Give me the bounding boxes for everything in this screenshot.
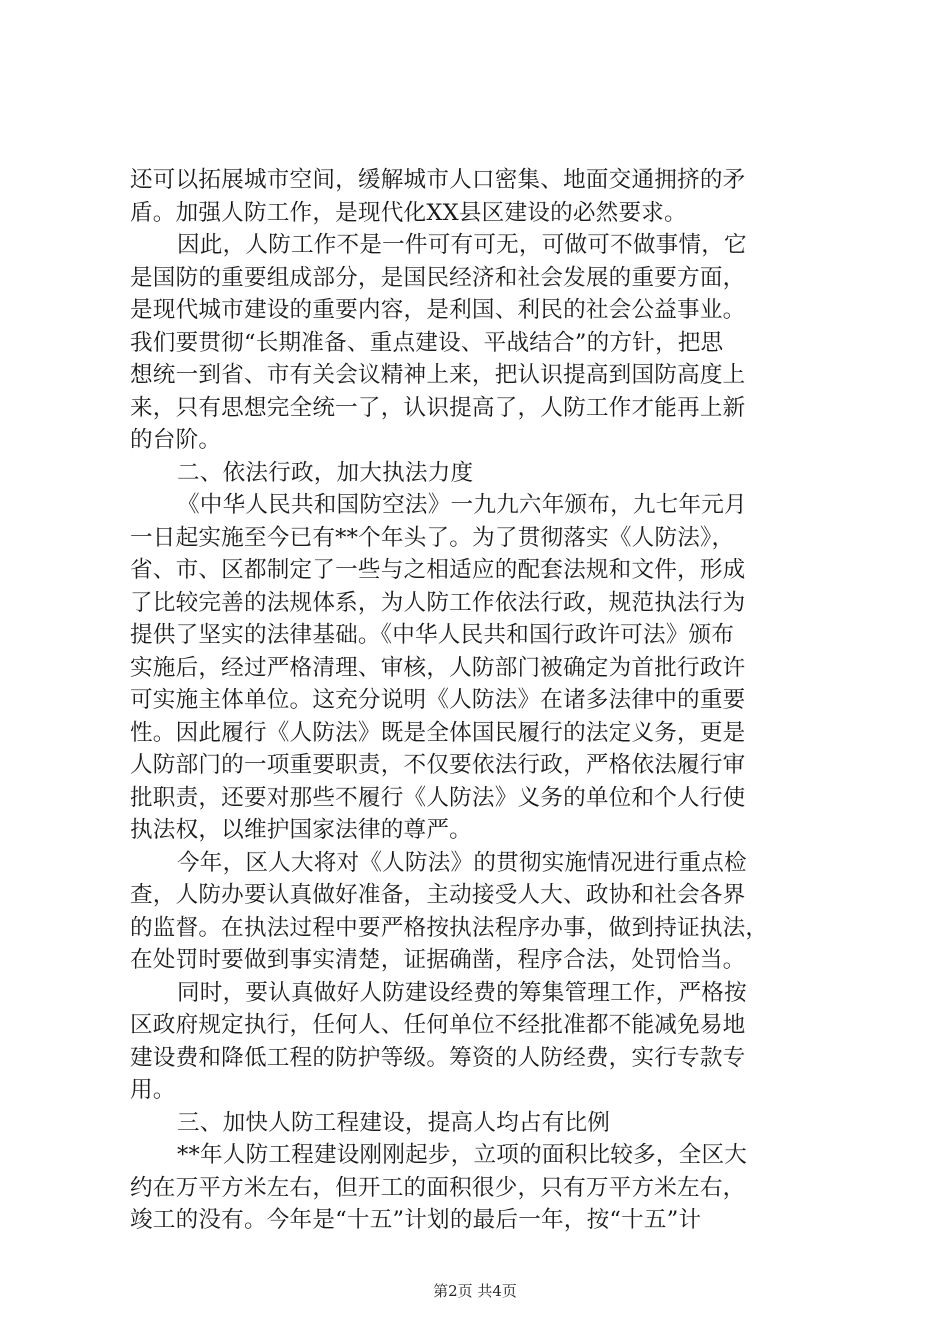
text-line: 批职责，还要对那些不履行《人防法》义务的单位和个人行使 <box>130 784 746 811</box>
text-line: 竣工的没有。今年是“十五”计划的最后一年，按“十五”计 <box>130 1207 702 1233</box>
text-line: 用。 <box>130 1077 176 1103</box>
text-line: 区政府规定执行，任何人、任何单位不经批准都不能减免易地 <box>130 1012 746 1038</box>
text-line: 三、加快人防工程建设，提高人均占有比例 <box>177 1109 611 1136</box>
text-line: 省、市、区都制定了一些与之相适应的配套法规和文件，形成 <box>130 557 746 583</box>
text-line: 实施后，经过严格清理、审核，人防部门被确定为首批行政许 <box>130 654 746 681</box>
text-line: 是国防的重要组成部分，是国民经济和社会发展的重要方面， <box>130 264 746 291</box>
text-line: 盾。加强人防工作，是现代化XX县区建设的必然要求。 <box>130 199 687 226</box>
text-line: 提供了坚实的法律基础。《中华人民共和国行政许可法》颁布 <box>130 622 735 648</box>
text-line: 在处罚时要做到事实清楚，证据确凿，程序合法，处罚恰当。 <box>130 947 746 973</box>
text-line: 的台阶。 <box>130 427 222 453</box>
text-line: 是现代城市建设的重要内容，是利国、利民的社会公益事业。 <box>130 297 746 323</box>
text-line: 《中华人民共和国防空法》一九九六年颁布，九七年元月 <box>177 492 747 518</box>
text-line: 人防部门的一项重要职责，不仅要依法行政，严格依法履行审 <box>130 752 746 778</box>
page-footer: 第2页 共4页 <box>433 1282 517 1300</box>
text-line: 同时，要认真做好人防建设经费的筹集管理工作，严格按 <box>177 979 747 1006</box>
text-line: 二、依法行政，加大执法力度 <box>177 459 474 486</box>
text-line: 可实施主体单位。这充分说明《人防法》在诸多法律中的重要 <box>130 687 746 713</box>
text-line: 的监督。在执法过程中要严格按执法程序办事，做到持证执法， <box>130 914 769 941</box>
text-line: 性。因此履行《人防法》既是全体国民履行的法定义务，更是 <box>130 719 746 746</box>
text-line: 一日起实施至今已有**个年头了。为了贯彻落实《人防法》， <box>130 524 735 551</box>
text-line: 因此，人防工作不是一件可有可无，可做可不做事情，它 <box>177 232 747 258</box>
text-line: 了比较完善的法规体系，为人防工作依法行政，规范执法行为 <box>130 589 746 616</box>
text-line: 建设费和降低工程的防护等级。筹资的人防经费，实行专款专 <box>130 1044 746 1071</box>
text-line: 我们要贯彻“长期准备、重点建设、平战结合”的方针，把思 <box>130 329 724 356</box>
document-body <box>130 164 830 1237</box>
text-line: 查，人防办要认真做好准备，主动接受人大、政协和社会各界 <box>130 882 746 908</box>
text-line: 约在万平方米左右，但开工的面积很少，只有万平方米左右， <box>130 1174 746 1201</box>
text-line: 执法权，以维护国家法律的尊严。 <box>130 817 472 843</box>
text-line: 想统一到省、市有关会议精神上来，把认识提高到国防高度上 <box>130 362 746 388</box>
text-line: **年人防工程建设刚刚起步，立项的面积比较多，全区大 <box>177 1142 748 1168</box>
text-line: 还可以拓展城市空间，缓解城市人口密集、地面交通拥挤的矛 <box>130 167 746 193</box>
text-line: 今年，区人大将对《人防法》的贯彻实施情况进行重点检 <box>177 849 747 876</box>
text-line: 来，只有思想完全统一了，认识提高了，人防工作才能再上新 <box>130 394 746 421</box>
